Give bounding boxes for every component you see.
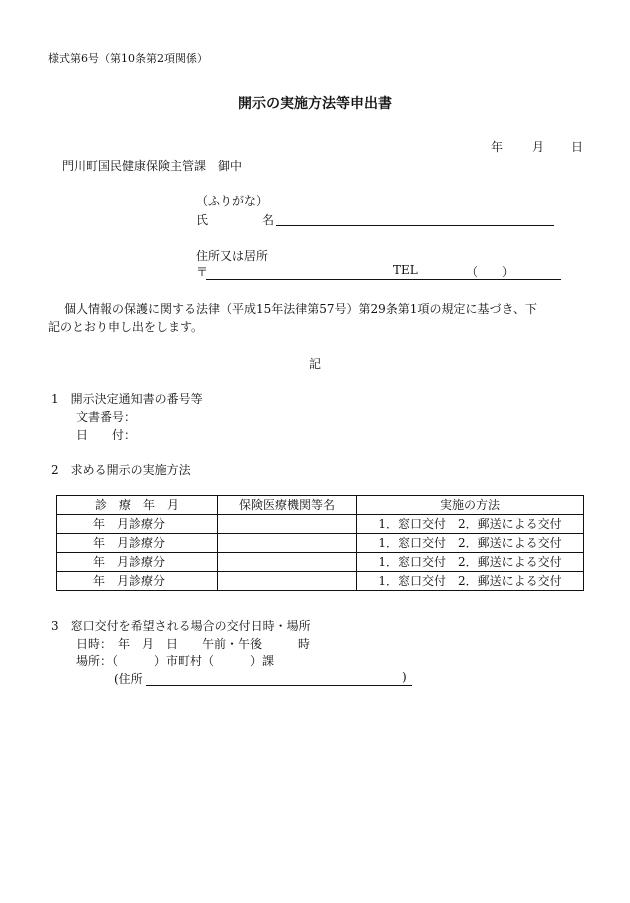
- section2-heading: 2 求める開示の実施方法: [51, 463, 191, 477]
- doc-date-label: 日 付：: [76, 428, 137, 442]
- row-institution[interactable]: [218, 572, 357, 591]
- doc-number-label: 文書番号：: [76, 410, 137, 424]
- delivery-address-close: ): [402, 670, 407, 684]
- tel-paren: （ ）: [466, 265, 515, 279]
- row-institution[interactable]: [218, 534, 357, 553]
- disclosure-method-table: [56, 495, 584, 591]
- header-method: 実施の方法: [357, 496, 584, 515]
- intro-line-1: 個人情報の保護に関する法律（平成15年法律第57号）第29条第1項の規定に基づき、下: [64, 302, 537, 316]
- row-method[interactable]: 1．窓口交付 2．郵送による交付: [357, 515, 584, 534]
- delivery-datetime: 日時： 年 月 日 午前・午後 時: [76, 637, 311, 651]
- name-label-2: 名: [262, 213, 275, 227]
- row-method[interactable]: 1．窓口交付 2．郵送による交付: [357, 534, 584, 553]
- header-period: 診 療 年 月: [57, 496, 218, 515]
- addressee: 門川町国民健康保険主管課 御中: [62, 159, 243, 173]
- delivery-address-underline[interactable]: [146, 685, 412, 686]
- row-period: 年 月診療分: [57, 534, 218, 553]
- form-number: 様式第6号（第10条第2項関係）: [48, 52, 208, 65]
- date-month: 月: [532, 140, 545, 154]
- section1-heading: 1 開示決定通知書の番号等: [51, 392, 203, 406]
- row-method[interactable]: 1．窓口交付 2．郵送による交付: [357, 553, 584, 572]
- name-label-1: 氏: [196, 213, 209, 227]
- row-institution[interactable]: [218, 553, 357, 572]
- row-period: 年 月診療分: [57, 515, 218, 534]
- table-row: [57, 534, 584, 553]
- ki-mark: 記: [308, 357, 321, 371]
- document-title: 開示の実施方法等申出書: [238, 96, 392, 112]
- address-label: 住所又は居所: [196, 249, 269, 263]
- name-underline[interactable]: [276, 225, 554, 226]
- row-period: 年 月診療分: [57, 572, 218, 591]
- section3-heading: 3 窓口交付を希望される場合の交付日時・場所: [51, 619, 311, 633]
- row-period: 年 月診療分: [57, 553, 218, 572]
- delivery-place: 場所：（ ）市町村（ ）課: [76, 654, 275, 668]
- header-institution: 保険医療機関等名: [218, 496, 357, 515]
- furigana-label: （ふりがな）: [196, 194, 269, 208]
- intro-line-2: 記のとおり申し出をします。: [48, 320, 204, 334]
- delivery-address-open: (住所: [114, 672, 143, 686]
- table-row: [57, 553, 584, 572]
- row-institution[interactable]: [218, 515, 357, 534]
- date-year: 年: [491, 140, 504, 154]
- date-day: 日: [571, 140, 584, 154]
- table-header-row: [57, 496, 584, 515]
- tel-label: TEL: [393, 263, 418, 277]
- table-row: [57, 572, 584, 591]
- postal-mark: 〒: [196, 265, 209, 279]
- table-row: [57, 515, 584, 534]
- row-method[interactable]: 1．窓口交付 2．郵送による交付: [357, 572, 584, 591]
